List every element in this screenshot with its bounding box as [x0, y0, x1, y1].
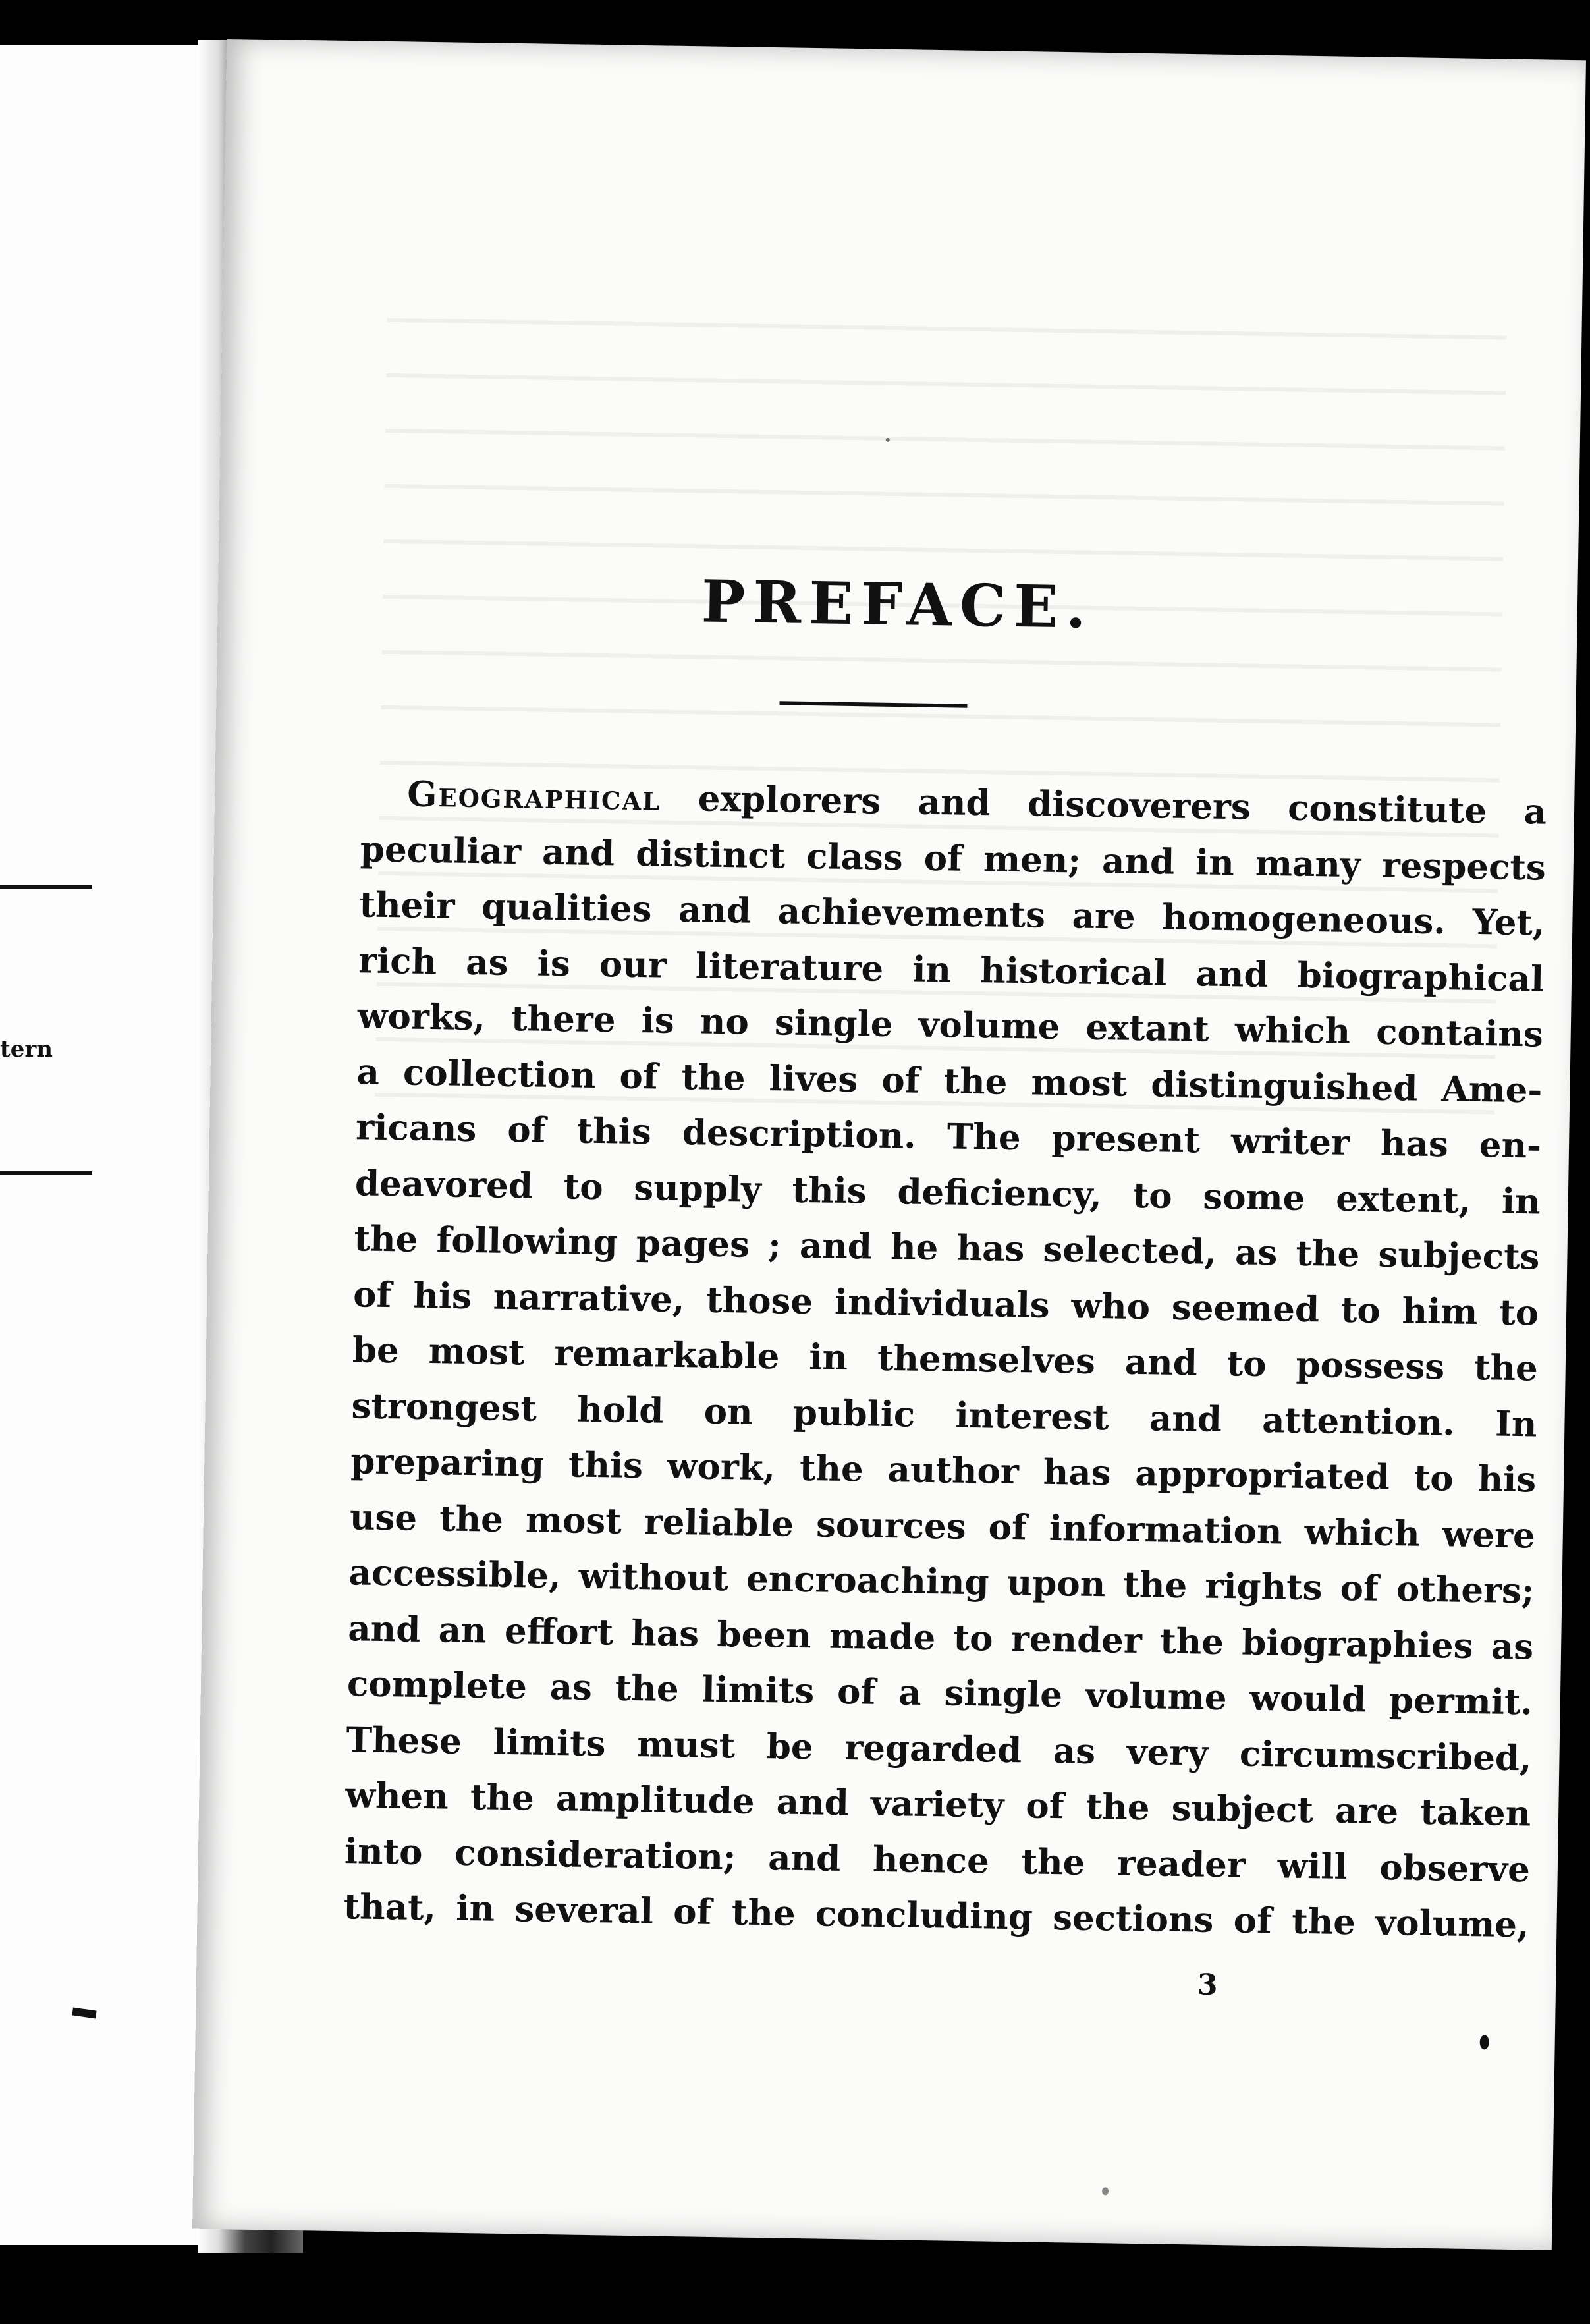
- body-line: preparing this work, the author has appropriated to his: [350, 1441, 1537, 1501]
- previous-page-rule-top: [0, 885, 92, 889]
- body-line: works, there is no single volume extant which contains: [357, 995, 1544, 1055]
- body-line: their qualities and achievements are homogeneous. Yet,: [359, 884, 1545, 944]
- ink-speck: [1102, 2187, 1109, 2195]
- body-line: rich as is our literature in historical and biographical: [358, 939, 1545, 1000]
- body-line: when the amplitude and variety of the subject are taken: [344, 1775, 1531, 1835]
- body-line: deavored to supply this deficiency, to some extent, in: [354, 1162, 1541, 1223]
- body-line: into consideration; and hence the reader will observe: [344, 1830, 1531, 1890]
- lead-word: Geographical: [406, 773, 661, 819]
- preface-body: [343, 765, 1547, 1953]
- body-line: peculiar and distinct class of men; and in many respects: [360, 828, 1547, 889]
- body-line: use the most reliable sources of information which were: [349, 1496, 1536, 1556]
- body-line: complete as the limits of a single volume would permit.: [346, 1663, 1533, 1723]
- body-line: ricans of this description. The present writer has en-: [355, 1107, 1542, 1167]
- body-line: accessible, without encroaching upon the rights of others;: [348, 1552, 1535, 1612]
- previous-page-text-fragment: tern: [0, 1036, 53, 1063]
- page-number: 3: [1197, 1968, 1219, 2002]
- body-line: strongest hold on public interest and attention. In: [351, 1385, 1537, 1445]
- first-line-rest: explorers and discoverers constitute a: [660, 777, 1547, 833]
- ink-speck: [886, 438, 890, 442]
- preface-page: [192, 39, 1586, 2250]
- body-line: be most remarkable in themselves and to possess the: [352, 1329, 1539, 1389]
- body-line: These limits must be regarded as very circumscribed,: [346, 1719, 1532, 1779]
- ink-speck: [1480, 2035, 1489, 2049]
- body-line: that, in several of the concluding sections of the volume,: [343, 1886, 1529, 1946]
- previous-page-rule-bottom: [0, 1171, 92, 1175]
- body-line: of his narrative, those individuals who seemed to him to: [352, 1273, 1539, 1334]
- body-line: and an effort has been made to render the biographies as: [347, 1607, 1534, 1667]
- body-line: the following pages ; and he has selected, as the subjects: [354, 1218, 1540, 1278]
- previous-page-ink-mark: [72, 2008, 96, 2019]
- body-line: a collection of the lives of the most distinguished Ame-: [356, 1051, 1543, 1111]
- page-title: PREFACE.: [701, 567, 1095, 642]
